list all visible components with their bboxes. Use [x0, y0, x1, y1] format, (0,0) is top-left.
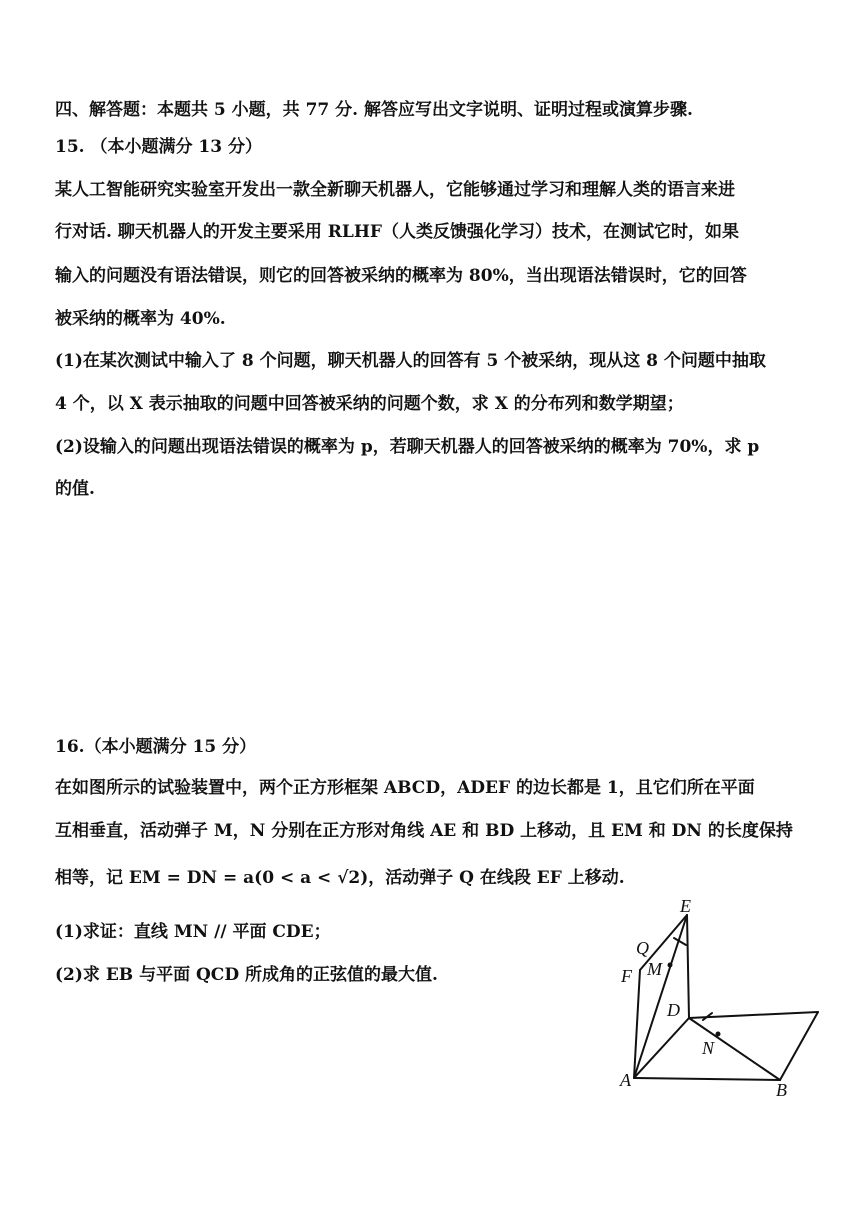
q15-header: 15. （本小题满分 13 分） [55, 137, 262, 157]
q15-line-2: 行对话. 聊天机器人的开发主要采用 RLHF（人类反馈强化学习）技术，在测试它时，如果 [55, 222, 739, 242]
q16-header: 16.（本小题满分 15 分） [55, 737, 257, 757]
section-heading: 四、解答题：本题共 5 小题，共 77 分. 解答应写出文字说明、证明过程或演算步骤. [55, 100, 693, 120]
q16-line-1: 在如图所示的试验装置中，两个正方形框架 ABCD，ADEF 的边长都是 1，且它们所在平面 [55, 778, 755, 798]
q15-line-1: 某人工智能研究实验室开发出一款全新聊天机器人，它能够通过学习和理解人类的语言来进 [55, 180, 735, 200]
q16-part-2: (2)求 EB 与平面 QCD 所成角的正弦值的最大值. [55, 965, 438, 985]
label-Q: Q [636, 938, 649, 958]
point-N [716, 1032, 721, 1037]
edge-AD [634, 1018, 689, 1078]
label-E: E [680, 896, 691, 916]
q16-line-2: 互相垂直，活动弹子 M，N 分别在正方形对角线 AE 和 BD 上移动，且 EM 和 DN 的长度保持 [55, 821, 793, 841]
label-M: M [647, 959, 662, 979]
edge-ED [687, 915, 689, 1018]
label-N: N [702, 1038, 715, 1058]
edge-BC [780, 1012, 818, 1080]
q16-part-1: (1)求证：直线 MN // 平面 CDE； [55, 922, 331, 942]
q15-part-2-line-2: 的值. [55, 479, 95, 499]
q15-part-2-line-1: (2)设输入的问题出现语法错误的概率为 p，若聊天机器人的回答被采纳的概率为 70%，求 p [55, 437, 760, 457]
q15-part-1-line-1: (1)在某次测试中输入了 8 个问题，聊天机器人的回答有 5 个被采纳，现从这 8 个问题中抽取 [55, 351, 766, 371]
label-A: A [620, 1070, 631, 1090]
label-F: F [621, 966, 632, 986]
q15-line-4: 被采纳的概率为 40%. [55, 309, 226, 329]
q16-line-3: 相等，记 EM = DN = a(0 < a < √2)，活动弹子 Q 在线段 EF 上移动. [55, 868, 625, 888]
geometry-figure [600, 890, 830, 1110]
q15-part-1-line-2: 4 个，以 X 表示抽取的问题中回答被采纳的问题个数，求 X 的分布列和数学期望； [55, 394, 684, 414]
label-D: D [667, 1000, 680, 1020]
point-M [668, 963, 673, 968]
label-B: B [776, 1080, 787, 1100]
edge-AB [634, 1078, 780, 1080]
q15-line-3: 输入的问题没有语法错误，则它的回答被采纳的概率为 80%，当出现语法错误时，它的回答 [55, 266, 747, 286]
